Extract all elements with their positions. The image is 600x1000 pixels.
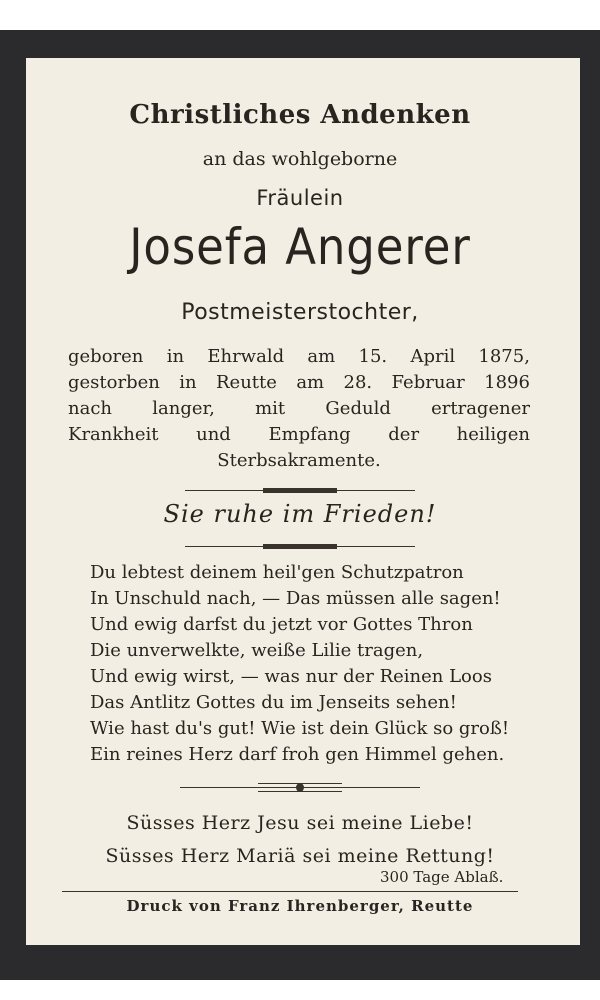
bio-line: Sterbsakramente. — [217, 450, 381, 471]
poem-line: In Unschuld nach, — Das müssen alle sagen! — [90, 588, 501, 609]
poem-line: Die unverwelkte, weiße Lilie tragen, — [90, 640, 424, 661]
divider-thick-bar — [263, 488, 337, 493]
ornament-dot — [296, 783, 304, 792]
poem — [90, 560, 530, 768]
poem-line: Du lebtest deinem heil'gen Schutzpatron — [90, 562, 464, 583]
indulgence-note: 300 Tage Ablaß. — [380, 868, 504, 886]
biography-text — [68, 344, 530, 474]
poem-line: Das Antlitz Gottes du im Jenseits sehen! — [90, 692, 457, 713]
prayer-maria: Süsses Herz Mariä sei meine Rettung! — [105, 845, 495, 867]
bio-line: geboren in Ehrwald am 15. April 1875, — [68, 346, 530, 367]
bio-line: Krankheit und Empfang der heiligen — [68, 424, 530, 445]
heading: Christliches Andenken — [129, 100, 471, 130]
dedication-line: an das wohlgeborne — [202, 148, 398, 170]
poem-line: Ein reines Herz darf froh gen Himmel gehen. — [90, 744, 505, 765]
deceased-name: Josefa Angerer — [129, 218, 471, 276]
deceased-title: Postmeisterstochter, — [181, 300, 419, 325]
rest-in-peace: Sie ruhe im Frieden! — [163, 500, 437, 528]
ornament-divider — [180, 778, 420, 798]
poem-line: Wie hast du's gut! Wie ist dein Glück so groß! — [90, 718, 510, 739]
printer-imprint: Druck von Franz Ihrenberger, Reutte — [126, 897, 474, 915]
honorific: Fräulein — [256, 186, 344, 210]
divider-thick-bar — [263, 544, 337, 549]
poem-line: Und ewig darfst du jetzt vor Gottes Thron — [90, 614, 473, 635]
divider-upper — [185, 488, 415, 494]
bio-line: gestorben in Reutte am 28. Februar 1896 — [68, 372, 530, 393]
bio-line: nach langer, mit Geduld ertragener — [68, 398, 530, 419]
prayer-jesus: Süsses Herz Jesu sei meine Liebe! — [126, 812, 474, 834]
poem-line: Und ewig wirst, — was nur der Reinen Loos — [90, 666, 492, 687]
footer-rule — [62, 891, 518, 892]
divider-lower — [185, 544, 415, 550]
